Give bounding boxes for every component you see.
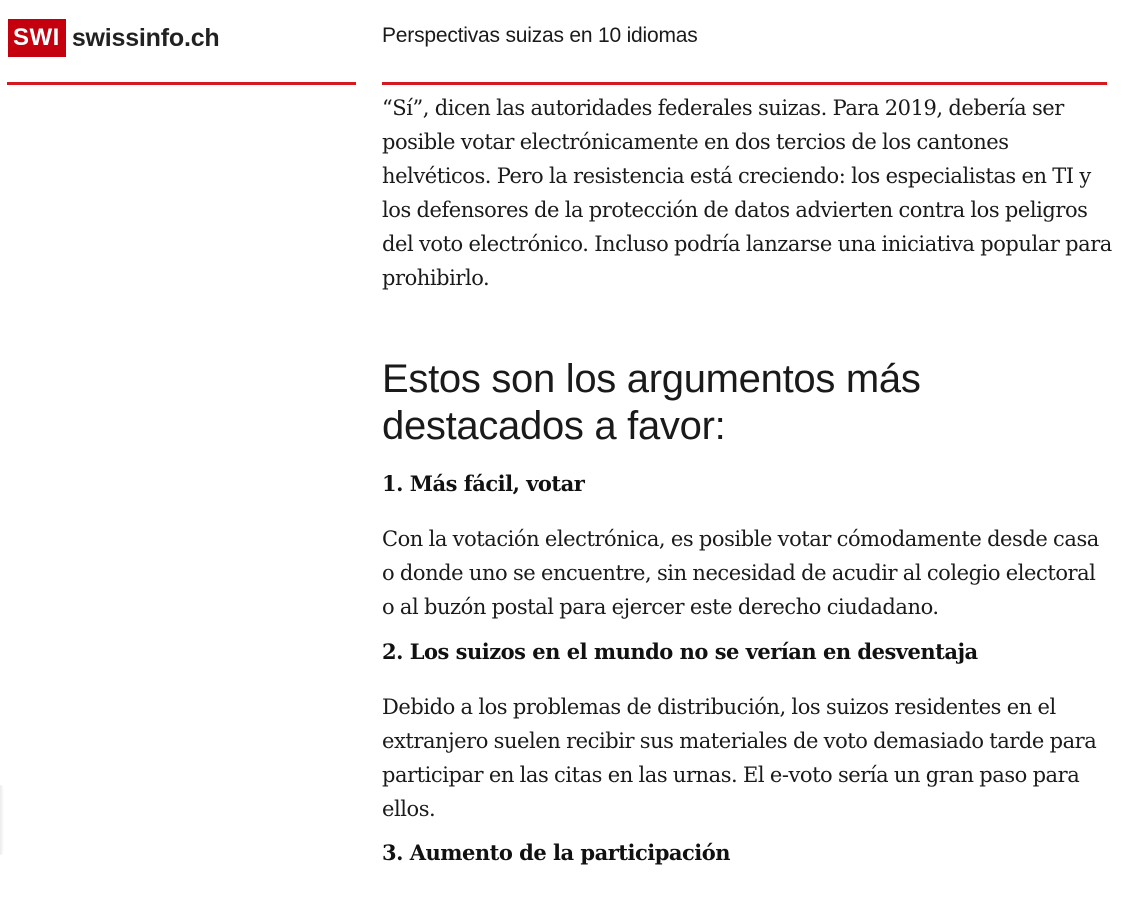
point-heading-2: 2. Los suizos en el mundo no se verían en desventaja	[382, 639, 978, 664]
point-paragraph-2: Debido a los problemas de distribución, los suizos residentes en el extranjero suelen recibir sus materiales de voto demasiado tarde para participar en las citas en las urnas. El e-voto sería un gran paso para ellos.	[382, 695, 1097, 821]
site-name: swissinfo.ch	[71, 23, 220, 52]
header-divider-right	[382, 82, 1107, 85]
article-intro-paragraph: “Sí”, dicen las autoridades federales suizas. Para 2019, debería ser posible votar electrónicamente en dos tercios de los cantones helvéticos. Pero la resistencia está creciendo: los especialistas en TI y los defensores de la protección de datos advierten contra los peligros del voto electrónico. Incluso podría lanzarse una iniciativa popular para prohibirlo.	[382, 96, 1112, 290]
site-logo[interactable]	[8, 19, 219, 57]
swi-logo-mark: SWI	[8, 19, 66, 57]
section-heading: Estos son los argumentos más destacados a favor:	[382, 357, 921, 448]
header-divider-left	[7, 82, 356, 85]
article-body	[382, 91, 1112, 870]
site-tagline: Perspectivas suizas en 10 idiomas	[382, 24, 698, 47]
side-panel-edge	[0, 785, 4, 855]
point-heading-1: 1. Más fácil, votar	[382, 471, 585, 496]
point-heading-3: 3. Aumento de la participación	[382, 840, 731, 865]
point-paragraph-1: Con la votación electrónica, es posible votar cómodamente desde casa o donde uno se encuentre, sin necesidad de acudir al colegio electoral o al buzón postal para ejercer este derecho ciudadano.	[382, 527, 1099, 619]
